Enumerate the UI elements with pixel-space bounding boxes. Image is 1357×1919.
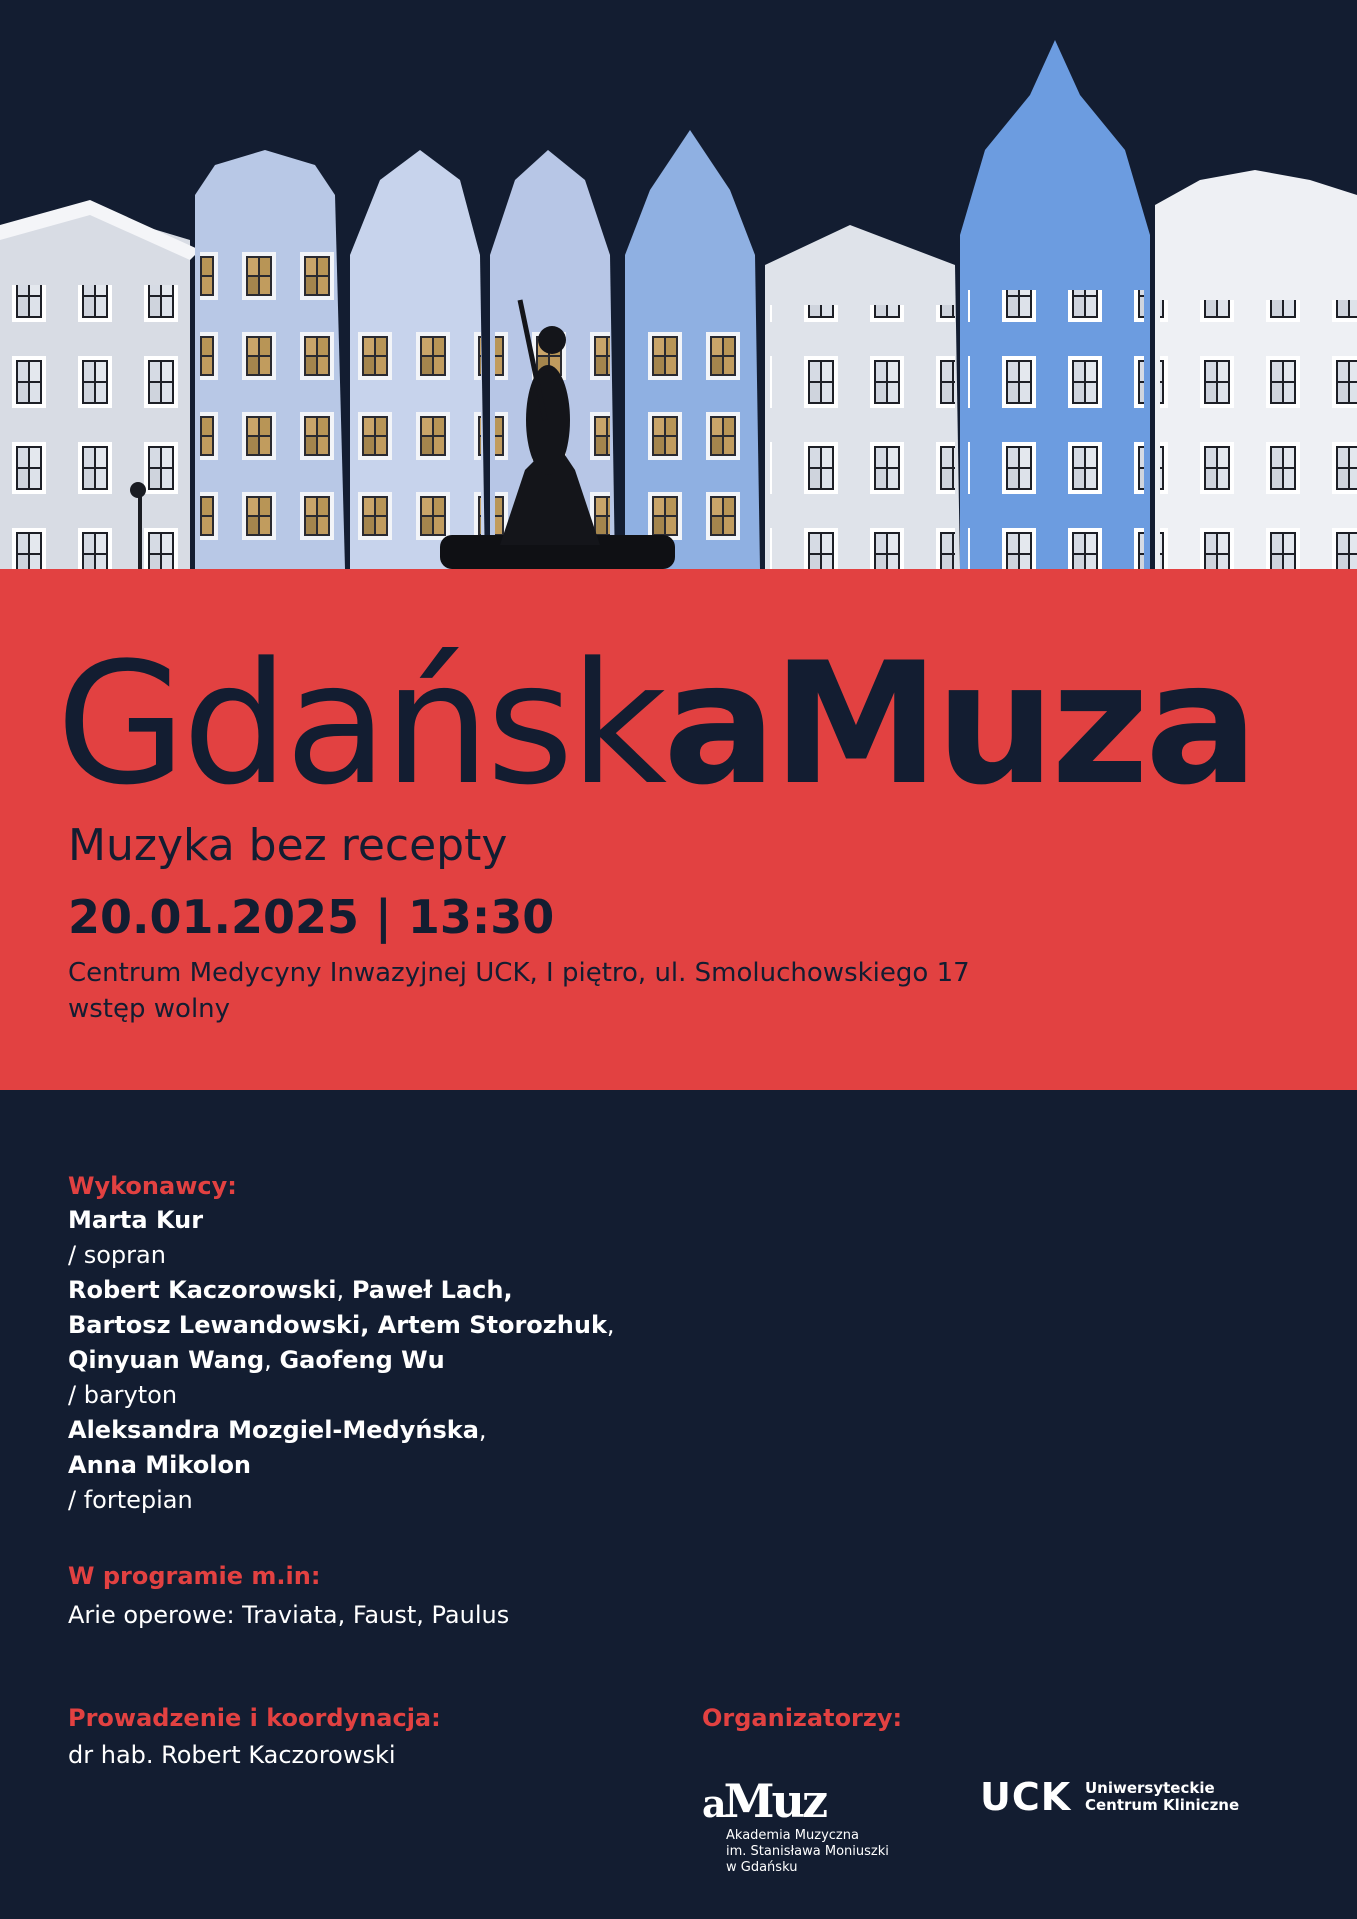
performer-piano-2: Anna Mikolon <box>68 1451 252 1479</box>
separator: , <box>606 1311 615 1339</box>
event-subtitle: Muzyka bez recepty <box>68 820 508 871</box>
separator: , <box>264 1346 272 1374</box>
amuz-logo <box>702 1774 932 1878</box>
program-heading: W programie m.in: <box>68 1562 321 1590</box>
amuz-caption-line1: Akademia Muzyczna <box>726 1828 859 1843</box>
admission-note: wstęp wolny <box>68 994 231 1024</box>
uck-caption-line2: Centrum Kliniczne <box>1085 1796 1240 1814</box>
performer-piano-1: Aleksandra Mozgiel-Medyńska <box>68 1416 479 1444</box>
organizers-heading: Organizatorzy: <box>702 1704 903 1732</box>
performer-baritone-1: Robert Kaczorowski <box>68 1276 337 1304</box>
hero-photo-gdansk-townhouses <box>0 0 1357 569</box>
performers-list <box>68 1203 615 1518</box>
separator: , <box>336 1276 345 1304</box>
performer-baritone-4: Qinyuan Wang <box>68 1346 265 1374</box>
performer-soprano: Marta Kur <box>68 1206 204 1234</box>
performer-baritone-2: Paweł Lach, <box>351 1276 513 1304</box>
uck-logo <box>980 1775 1240 1819</box>
coordination-person: dr hab. Robert Kaczorowski <box>68 1741 396 1769</box>
event-title <box>56 626 1255 822</box>
venue-address: Centrum Medycyny Inwazyjnej UCK, I piętro, ul. Smoluchowskiego 17 <box>68 958 970 988</box>
event-title-bold: aMuza <box>663 626 1255 822</box>
amuz-logo-caption <box>726 1828 889 1876</box>
event-title-light: Gdańsk <box>56 626 664 822</box>
amuz-mark-rest: Muz <box>723 1774 826 1828</box>
performer-baritone-5: Gaofeng Wu <box>279 1346 445 1374</box>
event-datetime: 20.01.2025 | 13:30 <box>68 890 555 944</box>
amuz-caption-line3: w Gdańsku <box>726 1860 798 1875</box>
amuz-logo-mark <box>702 1774 826 1828</box>
uck-caption-line1: Uniwersyteckie <box>1085 1779 1215 1797</box>
amuz-caption-line2: im. Stanisława Moniuszki <box>726 1844 889 1859</box>
coordination-heading: Prowadzenie i koordynacja: <box>68 1704 441 1732</box>
uck-logo-mark: UCK <box>980 1775 1072 1819</box>
separator: , <box>478 1416 487 1444</box>
uck-logo-caption <box>1085 1780 1239 1814</box>
role-baritone: / baryton <box>68 1381 178 1409</box>
event-venue <box>68 955 970 1027</box>
role-piano: / fortepian <box>68 1486 193 1514</box>
amuz-mark-a: a <box>702 1781 724 1826</box>
program-text: Arie operowe: Traviata, Faust, Paulus <box>68 1601 510 1629</box>
performers-heading: Wykonawcy: <box>68 1172 237 1200</box>
role-soprano: / sopran <box>68 1241 166 1269</box>
performer-baritone-3: Bartosz Lewandowski, Artem Storozhuk <box>68 1311 607 1339</box>
